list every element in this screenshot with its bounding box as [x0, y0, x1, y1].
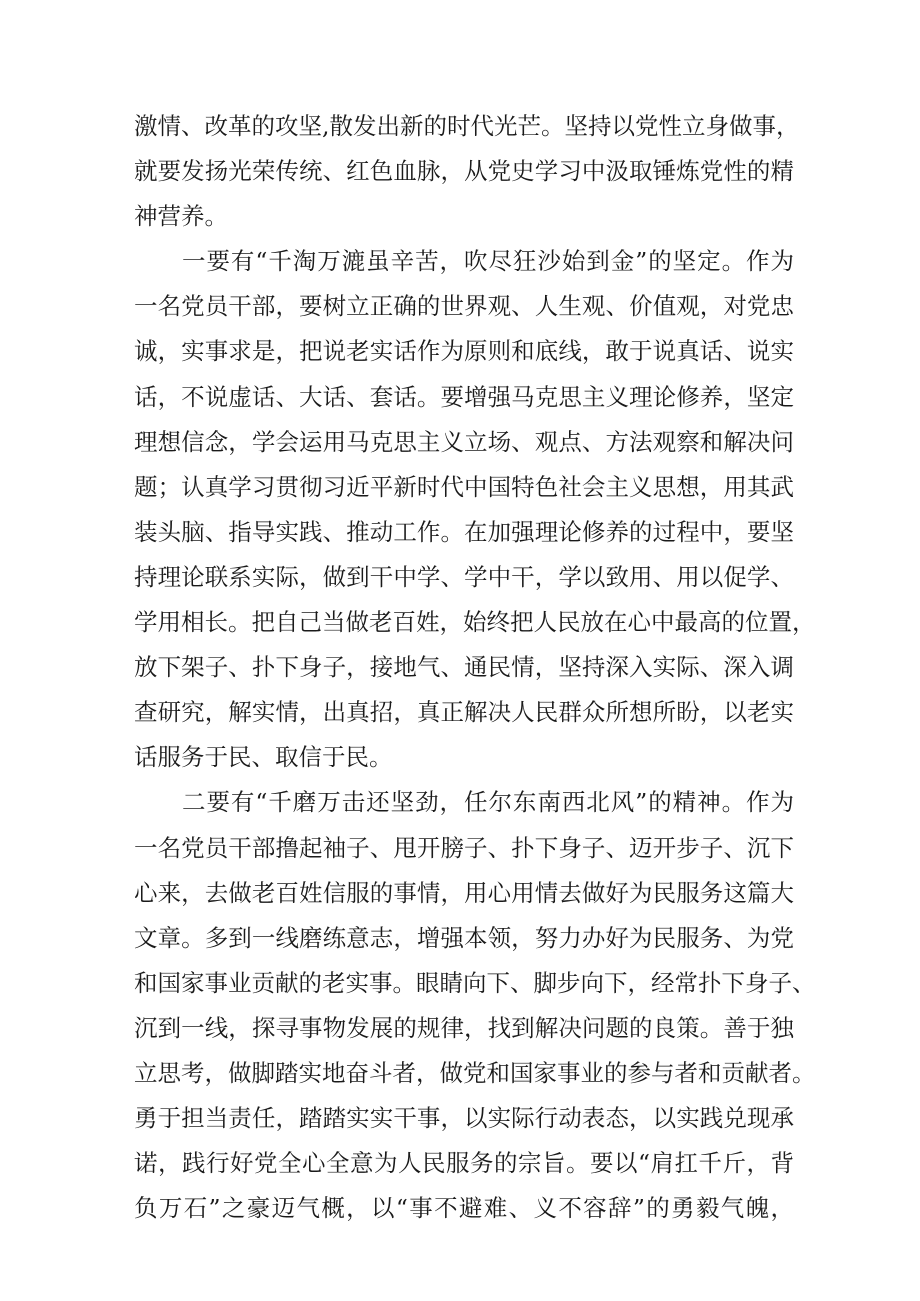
- text-line: 勇于担当责任，踏踏实实干事，以实际行动表态，以实践兑现承: [134, 1104, 794, 1133]
- text-line: 沉到一线，探寻事物发展的规律，找到解决问题的良策。善于独: [134, 1013, 794, 1042]
- text-line: 一名党员干部，要树立正确的世界观、人生观、价值观，对党忠: [134, 292, 794, 321]
- text-line: 神营养。: [134, 202, 228, 231]
- text-line: 就要发扬光荣传统、红色血脉，从党史学习中汲取锤炼党性的精: [134, 157, 794, 186]
- text-line: 心来，去做老百姓信服的事情，用心用情去做好为民服务这篇大: [134, 878, 794, 907]
- text-line: 装头脑、指导实践、推动工作。在加强理论修养的过程中，要坚: [134, 517, 794, 546]
- text-line: 放下架子、扑下身子，接地气、通民情，坚持深入实际、深入调: [134, 653, 794, 682]
- text-line: 话服务于民、取信于民。: [134, 743, 393, 772]
- text-line: 理想信念，学会运用马克思主义立场、观点、方法观察和解决问: [134, 427, 794, 456]
- paragraph-first-line: 一要有“千淘万漉虽辛苦，吹尽狂沙始到金”的坚定。作为: [182, 247, 794, 276]
- text-line: 持理论联系实际，做到干中学、学中干，学以致用、用以促学、: [134, 562, 794, 591]
- text-line: 查研究，解实情，出真招，真正解决人民群众所想所盼，以老实: [134, 698, 794, 727]
- text-line: 诚，实事求是，把说老实话作为原则和底线，敢于说真话、说实: [134, 337, 794, 366]
- text-line: 话，不说虚话、大话、套话。要增强马克思主义理论修养，坚定: [134, 382, 794, 411]
- text-line: 和国家事业贡献的老实事。眼睛向下、脚步向下，经常扑下身子、: [134, 968, 816, 997]
- paragraph-first-line: 二要有“千磨万击还坚劲，任尔东南西北风”的精神。作为: [182, 788, 794, 817]
- text-line: 文章。多到一线磨练意志，增强本领，努力办好为民服务、为党: [134, 923, 794, 952]
- text-line: 一名党员干部撸起袖子、甩开膀子、扑下身子、迈开步子、沉下: [134, 833, 794, 862]
- text-line: 激情、改革的攻坚,散发出新的时代光芒。坚持以党性立身做事，: [134, 112, 800, 140]
- text-line: 学用相长。把自己当做老百姓，始终把人民放在心中最高的位置，: [134, 608, 816, 637]
- text-line: 题；认真学习贯彻习近平新时代中国特色社会主义思想，用其武: [134, 472, 794, 501]
- text-line: 立思考，做脚踏实地奋斗者，做党和国家事业的参与者和贡献者。: [134, 1058, 816, 1087]
- text-line: 诺，践行好党全心全意为人民服务的宗旨。要以“肩扛千斤，背: [134, 1149, 794, 1178]
- text-line: 负万石”之豪迈气概，以“事不避难、义不容辞”的勇毅气魄，: [134, 1194, 794, 1223]
- body-text: [134, 104, 816, 1231]
